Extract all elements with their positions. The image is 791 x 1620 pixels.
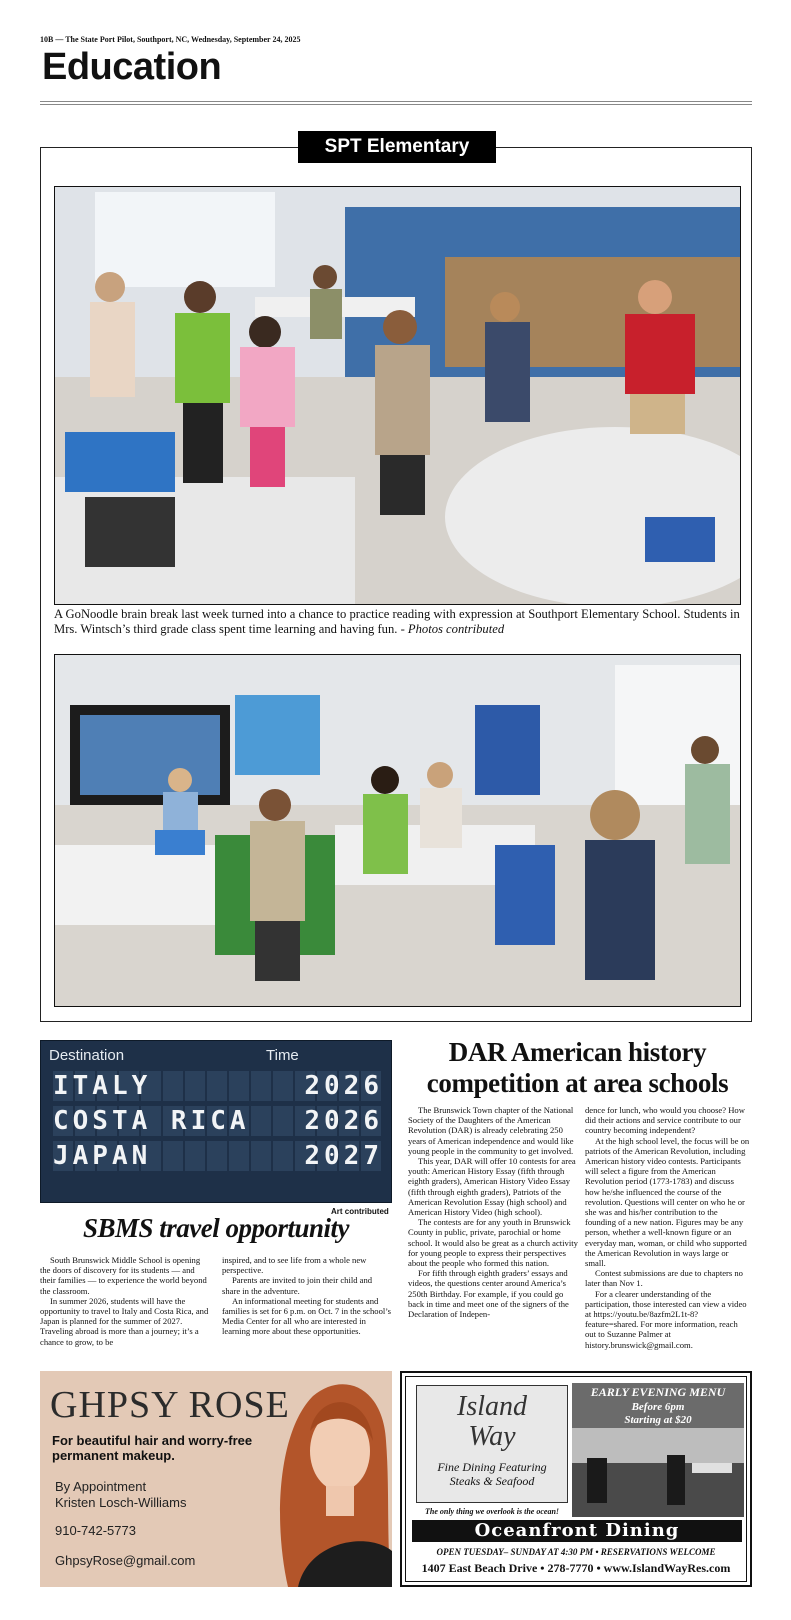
dining-room-photo xyxy=(572,1383,744,1517)
board-row xyxy=(53,1139,383,1173)
board-header-time: Time xyxy=(266,1047,299,1064)
logo-subtitle-line: Steaks & Seafood xyxy=(449,1474,535,1488)
ad-hours: OPEN TUESDAY– SUNDAY AT 4:30 PM • RESERVATIONS WELCOME xyxy=(436,1547,716,1557)
caption-credit: Photos contributed xyxy=(407,622,505,636)
sbms-paragraph: An informational meeting for students and families is set for 6 p.m. on Oct. 7 in the school’s Media Center for all who are interested in learning more about these opportunities. xyxy=(222,1295,391,1337)
travel-destination-board xyxy=(40,1040,392,1203)
sbms-paragraph: Parents are invited to join their child and share in the adventure. xyxy=(222,1275,373,1296)
ad-tagline: For beautiful hair and worry-free permanent makeup. xyxy=(52,1433,253,1463)
page-folio: 10B — The State Port Pilot, Southport, NC, Wednesday, September 24, 2025 xyxy=(40,35,301,44)
sbms-headline: SBMS travel opportunity xyxy=(82,1213,350,1243)
ad-banner: Oceanfront Dining xyxy=(412,1520,742,1542)
dar-paragraph: For fifth through eighth graders’ essays and videos, the questions center around America’s 250th Birthday. For example, if you could go back in time and meet one of the signers of the Declaration of Indepen- xyxy=(408,1268,569,1320)
dar-column-1 xyxy=(408,1105,578,1319)
photo-caption xyxy=(54,607,742,637)
sbms-column-1 xyxy=(40,1255,212,1347)
menu-detail-line: Before 6pm xyxy=(631,1401,685,1413)
menu-title: EARLY EVENING MENU xyxy=(590,1385,726,1399)
dar-paragraph: This year, DAR will offer 10 contests for area youth: American History Essay (fifth through eighth graders), American History Video Essay (fifth through eighth graders), Patriots of the American Revolution Essay (high school) and American History Video (high school). xyxy=(408,1156,576,1218)
board-row xyxy=(53,1104,383,1138)
board-year: 2027 xyxy=(304,1141,383,1171)
ad-phone: 910-742-5773 xyxy=(55,1523,136,1538)
model-portrait-image xyxy=(268,1371,392,1587)
logo-line-way: Way xyxy=(468,1421,516,1452)
ad-address: 1407 East Beach Drive • 278-7770 • www.IslandWayRes.com xyxy=(421,1561,731,1575)
board-row xyxy=(53,1069,383,1103)
ad-ghpsy-rose xyxy=(40,1371,392,1587)
caption-text: A GoNoodle brain break last week turned into a chance to practice reading with expression at Southport Elementary School. Students in Mrs. Wintsch’s third grade class spent time learning and having fun. - xyxy=(54,607,740,636)
board-year: 2026 xyxy=(304,1071,383,1101)
ad-inner-border xyxy=(405,1376,747,1582)
section-title: Education xyxy=(42,46,222,88)
feature-tag: SPT Elementary xyxy=(298,131,496,163)
ad-appointment: By Appointment xyxy=(55,1479,147,1494)
dar-headline: DAR American history competition at area schools xyxy=(426,1037,729,1098)
ad-business-name: GHPSY ROSE xyxy=(50,1384,290,1426)
classroom-photo-2 xyxy=(54,654,741,1007)
dar-paragraph: The Brunswick Town chapter of the National Society of the Daughters of the American Revolution (DAR) is already celebrating 250 years of American independence and would like young people in the community to get involved. xyxy=(408,1105,574,1156)
sbms-column-2 xyxy=(222,1255,392,1337)
ad-email: GhpsyRose@gmail.com xyxy=(55,1553,196,1568)
section-rule xyxy=(40,101,752,105)
classroom-photo-1 xyxy=(54,186,741,605)
board-header-destination: Destination xyxy=(49,1047,125,1064)
dar-column-2 xyxy=(585,1105,750,1350)
ad-slogan: The only thing we overlook is the ocean! xyxy=(425,1507,559,1516)
dar-paragraph: Contest submissions are due to chapters no later than Nov 1. xyxy=(585,1268,743,1289)
board-destination: ITALY xyxy=(53,1071,152,1101)
logo-text xyxy=(417,1392,567,1452)
board-destination: JAPAN xyxy=(53,1141,152,1171)
logo-line-island: Island xyxy=(457,1391,527,1422)
sbms-paragraph: In summer 2026, students will have the opportunity to travel to Italy and Costa Rica, and Japan is planned for the summer of 2027. Traveling abroad is more than a journey; it’s a chance to grow, to be xyxy=(40,1295,209,1347)
ad-owner-name: Kristen Losch-Williams xyxy=(55,1495,187,1510)
art-credit: Art contributed xyxy=(331,1207,389,1216)
sbms-paragraph: inspired, and to see life from a whole new perspective. xyxy=(222,1255,367,1276)
board-destination: COSTA RICA xyxy=(53,1106,250,1136)
logo-subtitle xyxy=(417,1460,567,1488)
menu-detail-line: Starting at $20 xyxy=(624,1414,692,1426)
dar-paragraph: At the high school level, the focus will be on patriots of the American Revolution, including American history video contests. Participants will select a figure from the American Revolution period (1773-1783) and discuss how he/she influenced the course of the revolution. Questions will center on who he or she was and his/her contribution to the founding of a new nation. Figures may be any person, whether a well-known figure or an everyday man, woman, or child who supported the American Revolution in ways large or small. xyxy=(585,1135,750,1269)
ad-island-way xyxy=(400,1371,752,1587)
restaurant-logo xyxy=(416,1385,568,1503)
sbms-paragraph: South Brunswick Middle School is opening the doors of discovery for its students — and their families — to experience the world beyond the classroom. xyxy=(40,1255,207,1296)
board-year: 2026 xyxy=(304,1106,383,1136)
dar-paragraph: The contests are for any youth in Brunswick County in public, private, parochial or home school. It would also be great as a church activity for young people to express their perspectives about the people who formed this nation. xyxy=(408,1217,578,1269)
dar-paragraph: For a clearer understanding of the participation, those interested can view a video at https://youtu.be/8azfm2L1t-8?feature=shared. For more information, reach out to Suzanne Palmer at history.brunswick@gmail.com. xyxy=(585,1288,747,1350)
menu-details xyxy=(572,1401,744,1427)
logo-subtitle-line: Fine Dining Featuring xyxy=(437,1460,547,1474)
dar-paragraph: dence for lunch, who would you choose? How did their actions and service contribute to our country becoming independent? xyxy=(585,1105,745,1136)
